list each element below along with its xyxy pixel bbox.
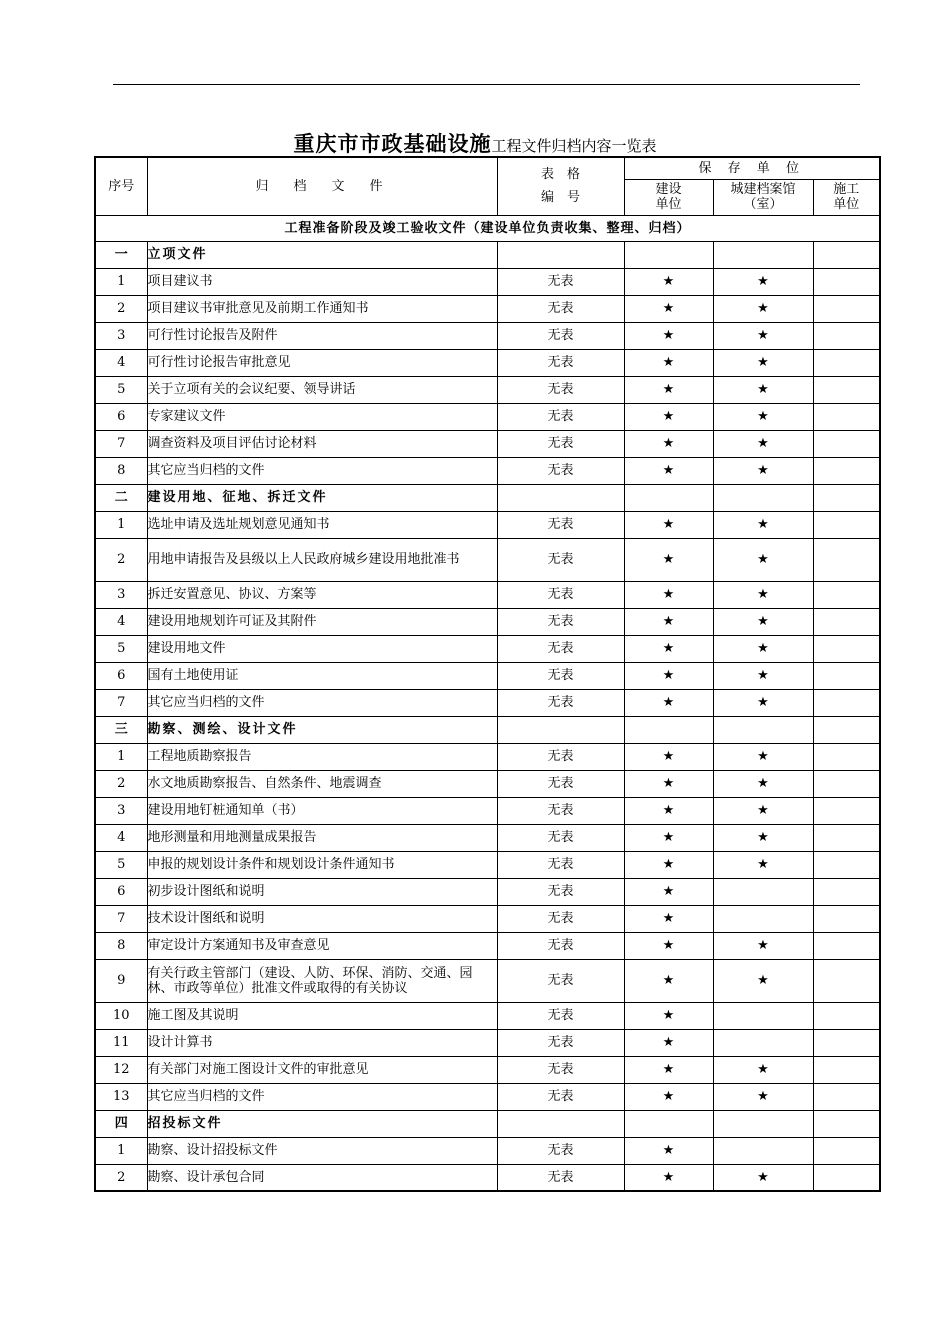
- unit-archive-mark: ★: [713, 581, 813, 608]
- form-number: 无表: [497, 295, 624, 322]
- unit-build-mark: ★: [624, 349, 713, 376]
- section-number: 二: [95, 484, 147, 511]
- header-rule: [113, 84, 860, 85]
- row-number: 5: [95, 635, 147, 662]
- table-row: [95, 905, 880, 932]
- form-number: 无表: [497, 851, 624, 878]
- row-number: 3: [95, 322, 147, 349]
- unit-build-mark: ★: [624, 1029, 713, 1056]
- header-unit-constr: 施工 单位: [813, 179, 880, 215]
- unit-build-mark: ★: [624, 824, 713, 851]
- section-unit-cell: [713, 716, 813, 743]
- unit-build-mark: ★: [624, 268, 713, 295]
- unit-archive-mark: ★: [713, 430, 813, 457]
- row-number: 1: [95, 511, 147, 538]
- table-row: [95, 376, 880, 403]
- unit-archive-mark: ★: [713, 770, 813, 797]
- section-number: 三: [95, 716, 147, 743]
- row-number: 4: [95, 824, 147, 851]
- row-number: 6: [95, 662, 147, 689]
- section-form-cell: [497, 241, 624, 268]
- document-name: 其它应当归档的文件: [147, 457, 497, 484]
- row-number: 6: [95, 403, 147, 430]
- unit-archive-mark: ★: [713, 851, 813, 878]
- table-row: [95, 349, 880, 376]
- section-unit-cell: [624, 1110, 713, 1137]
- unit-build-mark: ★: [624, 959, 713, 1002]
- form-number: 无表: [497, 1137, 624, 1164]
- form-number: 无表: [497, 511, 624, 538]
- form-number: 无表: [497, 457, 624, 484]
- table-row: [95, 743, 880, 770]
- unit-constr-mark: [813, 349, 880, 376]
- row-number: 2: [95, 1164, 147, 1191]
- table-row: [95, 1002, 880, 1029]
- header-unit-build: 建设 单位: [624, 179, 713, 215]
- form-number: 无表: [497, 349, 624, 376]
- section-unit-cell: [813, 241, 880, 268]
- stage-title: 工程准备阶段及竣工验收文件（建设单位负责收集、整理、归档）: [95, 215, 880, 241]
- unit-constr-mark: [813, 511, 880, 538]
- row-number: 2: [95, 770, 147, 797]
- document-name: 拆迁安置意见、协议、方案等: [147, 581, 497, 608]
- unit-archive-mark: ★: [713, 1083, 813, 1110]
- header-form-line2: 编 号: [540, 190, 580, 206]
- unit-build-mark: ★: [624, 878, 713, 905]
- form-number: 无表: [497, 403, 624, 430]
- unit-constr-mark: [813, 635, 880, 662]
- unit-constr-mark: [813, 322, 880, 349]
- document-title: [0, 128, 950, 158]
- unit-archive-mark: ★: [713, 959, 813, 1002]
- row-number: 8: [95, 457, 147, 484]
- document-name: 用地申请报告及县级以上人民政府城乡建设用地批准书: [147, 538, 497, 581]
- table-row: [95, 959, 880, 1002]
- document-name: 其它应当归档的文件: [147, 689, 497, 716]
- unit-archive-mark: ★: [713, 322, 813, 349]
- document-name: 有关部门对施工图设计文件的审批意见: [147, 1056, 497, 1083]
- unit-constr-mark: [813, 1137, 880, 1164]
- unit-archive-mark: [713, 1002, 813, 1029]
- unit-build-mark: ★: [624, 511, 713, 538]
- document-name: 项目建议书: [147, 268, 497, 295]
- row-number: 2: [95, 538, 147, 581]
- document-name: 设计计算书: [147, 1029, 497, 1056]
- archive-table: [94, 156, 881, 1192]
- unit-constr-mark: [813, 608, 880, 635]
- document-name: 专家建议文件: [147, 403, 497, 430]
- unit-build-mark: ★: [624, 905, 713, 932]
- document-name: 申报的规划设计条件和规划设计条件通知书: [147, 851, 497, 878]
- document-name: 选址申请及选址规划意见通知书: [147, 511, 497, 538]
- form-number: 无表: [497, 1029, 624, 1056]
- unit-build-mark: ★: [624, 376, 713, 403]
- unit-constr-mark: [813, 1083, 880, 1110]
- table-row: [95, 689, 880, 716]
- unit-constr-mark: [813, 581, 880, 608]
- form-number: 无表: [497, 635, 624, 662]
- document-name: 工程地质勘察报告: [147, 743, 497, 770]
- table-body: [95, 241, 880, 1191]
- unit-archive-mark: [713, 878, 813, 905]
- section-unit-cell: [624, 716, 713, 743]
- table-row: [95, 1137, 880, 1164]
- unit-archive-mark: ★: [713, 295, 813, 322]
- form-number: 无表: [497, 1002, 624, 1029]
- header-doc: 归 档 文 件: [147, 157, 497, 215]
- form-number: 无表: [497, 689, 624, 716]
- section-form-cell: [497, 1110, 624, 1137]
- form-number: 无表: [497, 770, 624, 797]
- unit-build-mark: ★: [624, 581, 713, 608]
- table-row: [95, 635, 880, 662]
- document-name: 项目建议书审批意见及前期工作通知书: [147, 295, 497, 322]
- table-row: [95, 1164, 880, 1191]
- table-row: [95, 295, 880, 322]
- unit-build-mark: ★: [624, 430, 713, 457]
- unit-build-mark: ★: [624, 689, 713, 716]
- header-form: [497, 157, 624, 215]
- unit-archive-mark: ★: [713, 608, 813, 635]
- table-row: [95, 797, 880, 824]
- table-row: [95, 878, 880, 905]
- document-name: 技术设计图纸和说明: [147, 905, 497, 932]
- table-row: [95, 1029, 880, 1056]
- header-form-line1: 表 格: [540, 167, 580, 183]
- unit-constr-mark: [813, 770, 880, 797]
- row-number: 3: [95, 581, 147, 608]
- form-number: 无表: [497, 376, 624, 403]
- unit-constr-mark: [813, 743, 880, 770]
- form-number: 无表: [497, 322, 624, 349]
- header-unit-archive: 城建档案馆 （室）: [713, 179, 813, 215]
- table-row: [95, 511, 880, 538]
- form-number: 无表: [497, 932, 624, 959]
- form-number: 无表: [497, 538, 624, 581]
- document-name: 勘察、设计招投标文件: [147, 1137, 497, 1164]
- row-number: 7: [95, 689, 147, 716]
- table-row: [95, 581, 880, 608]
- row-number: 4: [95, 349, 147, 376]
- unit-build-mark: ★: [624, 797, 713, 824]
- unit-constr-mark: [813, 959, 880, 1002]
- document-name: 建设用地文件: [147, 635, 497, 662]
- row-number: 9: [95, 959, 147, 1002]
- document-name: 关于立项有关的会议纪要、领导讲话: [147, 376, 497, 403]
- unit-constr-mark: [813, 457, 880, 484]
- unit-constr-mark: [813, 1029, 880, 1056]
- document-name: 审定设计方案通知书及审查意见: [147, 932, 497, 959]
- table-row: [95, 608, 880, 635]
- form-number: 无表: [497, 959, 624, 1002]
- section-form-cell: [497, 716, 624, 743]
- row-number: 12: [95, 1056, 147, 1083]
- table-row: [95, 1083, 880, 1110]
- unit-archive-mark: ★: [713, 538, 813, 581]
- unit-build-mark: ★: [624, 538, 713, 581]
- unit-archive-mark: ★: [713, 1164, 813, 1191]
- table-row: [95, 430, 880, 457]
- unit-archive-mark: ★: [713, 824, 813, 851]
- form-number: 无表: [497, 1164, 624, 1191]
- row-number: 3: [95, 797, 147, 824]
- row-number: 7: [95, 430, 147, 457]
- form-number: 无表: [497, 878, 624, 905]
- form-number: 无表: [497, 268, 624, 295]
- unit-build-mark: ★: [624, 662, 713, 689]
- table-row: [95, 538, 880, 581]
- table-row: [95, 932, 880, 959]
- unit-archive-mark: [713, 1029, 813, 1056]
- unit-archive-mark: ★: [713, 743, 813, 770]
- unit-build-mark: ★: [624, 457, 713, 484]
- form-number: 无表: [497, 824, 624, 851]
- section-name: 勘察、测绘、设计文件: [147, 716, 497, 743]
- unit-constr-mark: [813, 824, 880, 851]
- section-unit-cell: [813, 716, 880, 743]
- document-name: 勘察、设计承包合同: [147, 1164, 497, 1191]
- unit-archive-mark: [713, 905, 813, 932]
- section-row: [95, 716, 880, 743]
- section-name: 招投标文件: [147, 1110, 497, 1137]
- form-number: 无表: [497, 743, 624, 770]
- unit-constr-mark: [813, 1164, 880, 1191]
- row-number: 8: [95, 932, 147, 959]
- unit-archive-mark: ★: [713, 268, 813, 295]
- unit-archive-mark: ★: [713, 635, 813, 662]
- unit-archive-mark: ★: [713, 1056, 813, 1083]
- header-keep-units: 保 存 单 位: [624, 157, 880, 179]
- unit-constr-mark: [813, 1056, 880, 1083]
- unit-constr-mark: [813, 295, 880, 322]
- unit-constr-mark: [813, 376, 880, 403]
- section-number: 四: [95, 1110, 147, 1137]
- document-name: 调查资料及项目评估讨论材料: [147, 430, 497, 457]
- section-unit-cell: [624, 241, 713, 268]
- table-row: [95, 770, 880, 797]
- section-row: [95, 1110, 880, 1137]
- row-number: 4: [95, 608, 147, 635]
- row-number: 5: [95, 376, 147, 403]
- unit-build-mark: ★: [624, 1137, 713, 1164]
- table-row: [95, 322, 880, 349]
- document-name: 可行性讨论报告审批意见: [147, 349, 497, 376]
- section-name: 立项文件: [147, 241, 497, 268]
- row-number: 1: [95, 268, 147, 295]
- unit-archive-mark: ★: [713, 511, 813, 538]
- form-number: 无表: [497, 581, 624, 608]
- header-no: 序号: [95, 157, 147, 215]
- unit-build-mark: ★: [624, 1083, 713, 1110]
- table-row: [95, 457, 880, 484]
- form-number: 无表: [497, 608, 624, 635]
- section-unit-cell: [813, 484, 880, 511]
- document-name: 初步设计图纸和说明: [147, 878, 497, 905]
- unit-archive-mark: ★: [713, 932, 813, 959]
- section-name: 建设用地、征地、拆迁文件: [147, 484, 497, 511]
- unit-archive-mark: ★: [713, 662, 813, 689]
- unit-constr-mark: [813, 403, 880, 430]
- unit-constr-mark: [813, 268, 880, 295]
- row-number: 1: [95, 743, 147, 770]
- document-name: 国有土地使用证: [147, 662, 497, 689]
- unit-build-mark: ★: [624, 608, 713, 635]
- row-number: 11: [95, 1029, 147, 1056]
- document-name: 地形测量和用地测量成果报告: [147, 824, 497, 851]
- row-number: 2: [95, 295, 147, 322]
- table-row: [95, 662, 880, 689]
- unit-constr-mark: [813, 797, 880, 824]
- document-name: 有关行政主管部门（建设、人防、环保、消防、交通、园林、市政等单位）批准文件或取得的有关协议: [147, 959, 497, 1002]
- form-number: 无表: [497, 1056, 624, 1083]
- document-name: 施工图及其说明: [147, 1002, 497, 1029]
- form-number: 无表: [497, 662, 624, 689]
- form-number: 无表: [497, 1083, 624, 1110]
- unit-constr-mark: [813, 430, 880, 457]
- form-number: 无表: [497, 797, 624, 824]
- section-form-cell: [497, 484, 624, 511]
- form-number: 无表: [497, 905, 624, 932]
- unit-archive-mark: ★: [713, 403, 813, 430]
- unit-build-mark: ★: [624, 1002, 713, 1029]
- section-unit-cell: [624, 484, 713, 511]
- unit-constr-mark: [813, 1002, 880, 1029]
- unit-archive-mark: ★: [713, 797, 813, 824]
- unit-build-mark: ★: [624, 743, 713, 770]
- unit-build-mark: ★: [624, 403, 713, 430]
- unit-build-mark: ★: [624, 322, 713, 349]
- title-main: 重庆市市政基础设施: [293, 132, 492, 156]
- title-sub: 工程文件归档内容一览表: [491, 137, 657, 155]
- unit-constr-mark: [813, 932, 880, 959]
- unit-constr-mark: [813, 905, 880, 932]
- table-row: [95, 1056, 880, 1083]
- unit-constr-mark: [813, 851, 880, 878]
- row-number: 10: [95, 1002, 147, 1029]
- unit-build-mark: ★: [624, 851, 713, 878]
- table-row: [95, 824, 880, 851]
- unit-constr-mark: [813, 538, 880, 581]
- document-name: 水文地质勘察报告、自然条件、地震调查: [147, 770, 497, 797]
- unit-archive-mark: [713, 1137, 813, 1164]
- section-unit-cell: [713, 1110, 813, 1137]
- unit-constr-mark: [813, 689, 880, 716]
- unit-archive-mark: ★: [713, 349, 813, 376]
- unit-build-mark: ★: [624, 635, 713, 662]
- table-row: [95, 403, 880, 430]
- section-row: [95, 484, 880, 511]
- document-name: 可行性讨论报告及附件: [147, 322, 497, 349]
- unit-constr-mark: [813, 878, 880, 905]
- row-number: 13: [95, 1083, 147, 1110]
- document-name: 建设用地钉桩通知单（书）: [147, 797, 497, 824]
- section-row: [95, 241, 880, 268]
- row-number: 6: [95, 878, 147, 905]
- row-number: 7: [95, 905, 147, 932]
- unit-build-mark: ★: [624, 932, 713, 959]
- table-row: [95, 851, 880, 878]
- form-number: 无表: [497, 430, 624, 457]
- unit-build-mark: ★: [624, 295, 713, 322]
- unit-constr-mark: [813, 662, 880, 689]
- row-number: 5: [95, 851, 147, 878]
- document-name: 其它应当归档的文件: [147, 1083, 497, 1110]
- unit-archive-mark: ★: [713, 457, 813, 484]
- unit-archive-mark: ★: [713, 689, 813, 716]
- unit-build-mark: ★: [624, 770, 713, 797]
- row-number: 1: [95, 1137, 147, 1164]
- section-unit-cell: [713, 484, 813, 511]
- unit-build-mark: ★: [624, 1056, 713, 1083]
- section-number: 一: [95, 241, 147, 268]
- section-unit-cell: [813, 1110, 880, 1137]
- unit-build-mark: ★: [624, 1164, 713, 1191]
- section-unit-cell: [713, 241, 813, 268]
- table-row: [95, 268, 880, 295]
- document-name: 建设用地规划许可证及其附件: [147, 608, 497, 635]
- unit-archive-mark: ★: [713, 376, 813, 403]
